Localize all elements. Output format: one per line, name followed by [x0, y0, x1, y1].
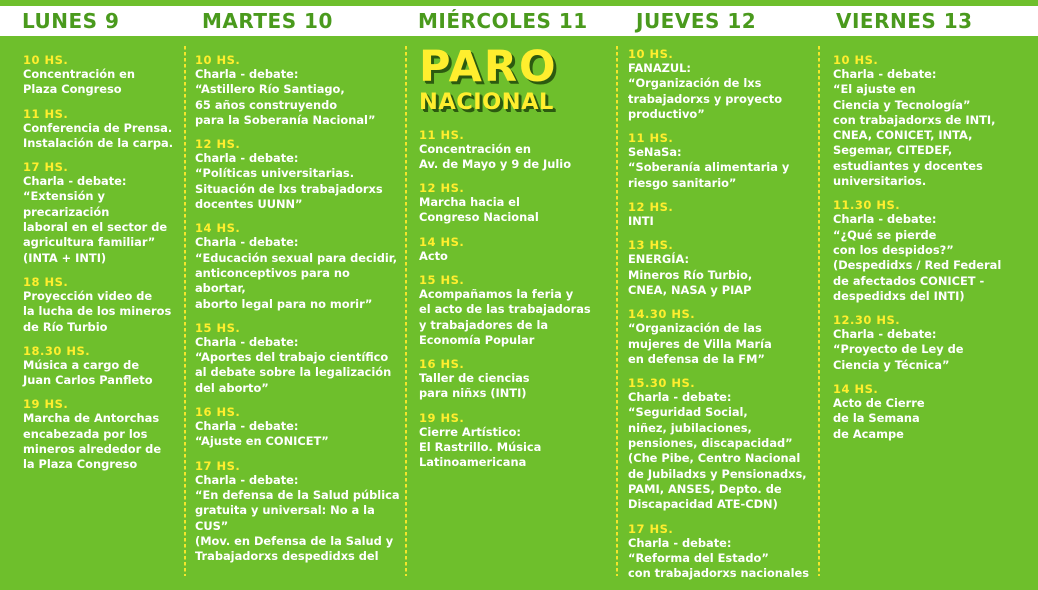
event-time: 17 HS. — [23, 160, 69, 175]
event-description: Charla - debate: “Ajuste en CONICET” — [195, 419, 329, 449]
event-time: 15.30 HS. — [628, 376, 696, 391]
event-time: 11 HS. — [23, 106, 69, 121]
event-description: Charla - debate: “Extensión y precarización laboral en el sector de agricultura familiar” (INTA + INTI) — [23, 174, 168, 265]
column-tuesday — [195, 53, 403, 573]
event-time: 13 HS. — [628, 238, 674, 253]
event-description: ENERGÍA: Mineros Río Turbio, CNEA, NASA y PIAP — [628, 252, 753, 297]
event-description: Charla - debate: “Aportes del trabajo científico al debate sobre la legalización del aborto” — [195, 334, 392, 395]
event-time: 17 HS. — [628, 521, 674, 536]
event-description: Charla - debate: “El ajuste en Ciencia y Tecnología” con trabajadorxs de INTI, CNEA, CONICET, INTA, Segemar, CITEDEF, estudiantes y docentes universitarios. — [833, 67, 996, 189]
event — [23, 397, 181, 472]
column-separator — [818, 46, 820, 576]
event-description: Charla - debate: “Políticas universitarias. Situación de lxs trabajadorxs docentes UUNN” — [195, 151, 383, 212]
day-friday: VIERNES 13 — [836, 9, 973, 33]
event-description: Charla - debate: “Reforma del Estado” con trabajadorxs nacionales — [628, 535, 810, 581]
event-description: Acto — [419, 248, 448, 263]
event-description: Concentración en Plaza Congreso — [23, 67, 136, 97]
column-friday — [833, 53, 1033, 451]
event-time: 14 HS. — [833, 382, 879, 397]
event-time: 17 HS. — [195, 458, 241, 473]
event-description: Charla - debate: “Astillero Río Santiago, 65 años construyendo para la Soberanía Nacional” — [195, 67, 376, 127]
day-monday: LUNES 9 — [22, 9, 120, 33]
event-time: 19 HS. — [419, 410, 465, 425]
event-description: Cierre Artístico: El Rastrillo. Música Latinoamericana — [419, 424, 542, 470]
event-description: Música a cargo de Juan Carlos Panfleto — [23, 357, 153, 388]
event-time: 16 HS. — [419, 357, 465, 372]
event — [195, 405, 403, 450]
event-time: 15 HS. — [195, 320, 241, 335]
event-time: 10 HS. — [195, 53, 241, 67]
event-description: Marcha de Antorchas encabezada por los mineros alrededor de la Plaza Congreso — [23, 411, 162, 472]
event-description: Marcha hacia el Congreso Nacional — [419, 195, 539, 225]
event — [628, 200, 816, 229]
event-description: Proyección video de la lucha de los mineros de Río Turbio — [23, 288, 172, 334]
event — [419, 411, 609, 471]
event-description: SeNaSa: “Soberanía alimentaria y riesgo sanitario” — [628, 145, 790, 190]
event-description: Taller de ciencias para niñxs (INTI) — [419, 371, 530, 401]
event — [23, 107, 181, 152]
day-wednesday: MIÉRCOLES 11 — [418, 9, 588, 33]
event-description: Charla - debate: “Educación sexual para decidir, anticonceptivos para no abortar, aborto legal para no morir” — [195, 235, 398, 311]
event-time: 12.30 HS. — [833, 313, 901, 328]
event-time: 10 HS. — [23, 53, 69, 67]
event — [419, 235, 609, 264]
event — [833, 382, 1033, 442]
event — [23, 344, 181, 389]
event — [419, 357, 609, 402]
event — [628, 238, 816, 298]
event-description: Conferencia de Prensa. Instalación de la carpa. — [23, 120, 174, 150]
event-time: 10 HS. — [833, 53, 879, 67]
event — [23, 53, 181, 98]
event-description: Charla - debate: “Seguridad Social, niñez, jubilaciones, pensiones, discapacidad” (Che Pibe, Centro Nacional de Jubiladxs y Pensionadxs, PAMI, ANSES, Depto. de Discapacidad ATE-CDN) — [628, 390, 807, 512]
event — [419, 273, 609, 348]
event-time: 10 HS. — [628, 47, 674, 61]
event-time: 14.30 HS. — [628, 307, 696, 322]
event — [833, 198, 1033, 304]
event-time: 18.30 HS. — [23, 343, 91, 358]
event-description: Charla - debate: “En defensa de la Salud pública gratuita y universal: No a la CUS” (Mov. en Defensa de la Salud y Trabajadorxs despedidxs del — [195, 472, 400, 564]
event — [419, 181, 609, 226]
event-time: 12 HS. — [628, 200, 674, 215]
column-separator — [405, 46, 407, 576]
event — [195, 221, 403, 311]
event — [628, 522, 816, 582]
event — [628, 47, 816, 122]
event-time: 14 HS. — [419, 234, 465, 249]
event-description: INTI — [628, 214, 654, 229]
event-time: 16 HS. — [195, 405, 241, 420]
event-description: Charla - debate: “Proyecto de Ley de Ciencia y Técnica” — [833, 327, 964, 372]
event-time: 15 HS. — [419, 272, 465, 287]
event-time: 11.30 HS. — [833, 198, 901, 213]
event-description: Concentración en Av. de Mayo y 9 de Julio — [419, 141, 572, 171]
event — [833, 313, 1033, 373]
event — [628, 307, 816, 367]
column-separator — [184, 46, 186, 576]
event — [23, 275, 181, 335]
column-thursday — [628, 47, 816, 590]
column-separator — [616, 46, 618, 576]
event-time: 18 HS. — [23, 274, 69, 289]
event — [628, 376, 816, 512]
event-time: 19 HS. — [23, 397, 69, 412]
event — [419, 128, 609, 173]
event-description: FANAZUL: “Organización de lxs trabajadorxs y proyecto productivo” — [628, 61, 783, 121]
event — [833, 53, 1033, 189]
event-time: 11 HS. — [628, 131, 674, 146]
event — [195, 321, 403, 396]
paro-title: PARO — [419, 42, 558, 92]
column-monday — [23, 53, 181, 482]
event — [195, 53, 403, 128]
days-header — [0, 6, 1038, 36]
day-tuesday: MARTES 10 — [202, 9, 333, 33]
event — [628, 131, 816, 191]
event-description: Acompañamos la feria y el acto de las trabajadoras y trabajadores de la Economía Popular — [419, 286, 591, 347]
event-description: “Organización de las mujeres de Villa María en defensa de la FM” — [628, 321, 772, 366]
event-description: Charla - debate: “¿Qué se pierde con los despidos?” (Despedidxs / Red Federal de afectados CONICET - despedidxs del INTI) — [833, 212, 1002, 303]
event-description: Acto de Cierre de la Semana de Acampe — [833, 396, 925, 441]
event — [195, 459, 403, 565]
event — [195, 137, 403, 212]
event-time: 14 HS. — [195, 221, 241, 236]
event-time: 12 HS. — [195, 137, 241, 152]
event-time: 11 HS. — [419, 127, 465, 142]
event — [23, 160, 181, 266]
nacional-title: NACIONAL — [419, 89, 554, 115]
day-thursday: JUEVES 12 — [636, 9, 757, 33]
column-wednesday — [419, 42, 609, 480]
event-time: 12 HS. — [419, 181, 465, 196]
